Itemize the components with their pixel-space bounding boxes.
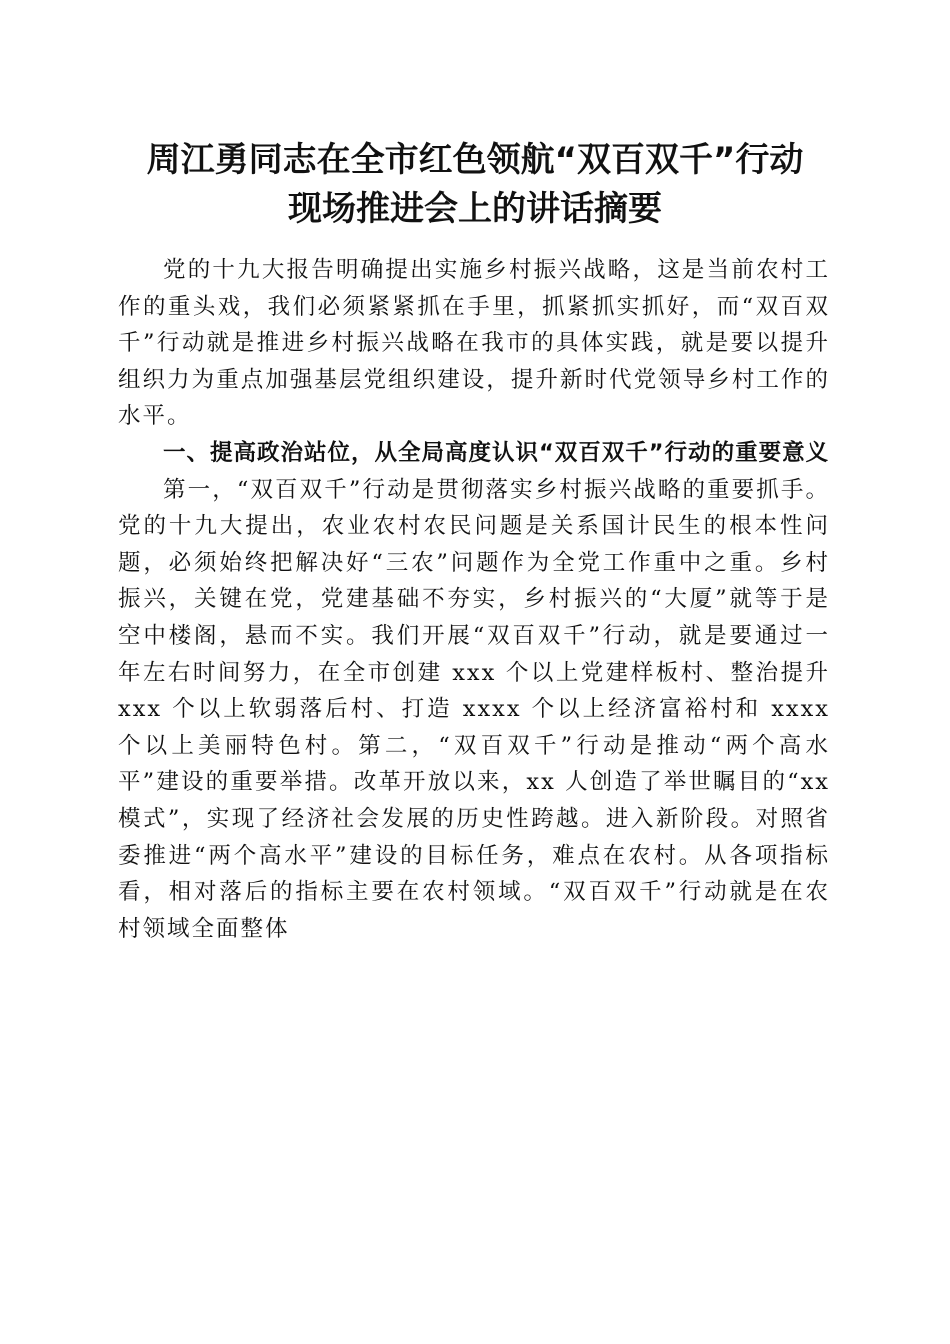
title-line-1: 周江勇同志在全市红色领航“双百双千”行动: [146, 140, 804, 180]
intro-paragraph: 党的十九大报告明确提出实施乡村振兴战略，这是当前农村工作的重头戏，我们必须紧紧抓在手里，抓紧抓实抓好，而“双百双千”行动就是推进乡村振兴战略在我市的具体实践，就是要以提升组织力为重点加强基层党组织建设，提升新时代党领导乡村工作的水平。: [118, 257, 830, 430]
section-paragraph-1: 第一，“双百双千”行动是贯彻落实乡村振兴战略的重要抓手。党的十九大提出，农业农村农民问题是关系国计民生的根本性问题，必须始终把解决好“三农”问题作为全党工作重中之重。乡村振兴，关键在党，党建基础不夯实，乡村振兴的“大厦”就等于是空中楼阁，悬而不实。我们开展“双百双千”行动，就是要通过一年左右时间努力，在全市创建 xxx 个以上党建样板村、整治提升 xxx 个以上软弱落后村、打造 xxxx 个以上经济富裕村和 xxxx 个以上美丽特色村。第二，“双百双千”行动是推动“两个高水平”建设的重要举措。改革开放以来，xx 人创造了举世瞩目的“xx 模式”，实现了经济社会发展的历史性跨越。进入新阶段。对照省委推进“两个高水平”建设的目标任务，难点在农村。从各项指标看，相对落后的指标主要在农村领域。“双百双千”行动就是在农村领域全面整体: [118, 476, 830, 942]
document-body: [118, 252, 830, 947]
document-title: [100, 136, 850, 234]
section-heading-1: 一、提高政治站位，从全局高度认识“双百双千”行动的重要意义: [163, 439, 830, 466]
title-line-2: 现场推进会上的讲话摘要: [288, 189, 662, 229]
